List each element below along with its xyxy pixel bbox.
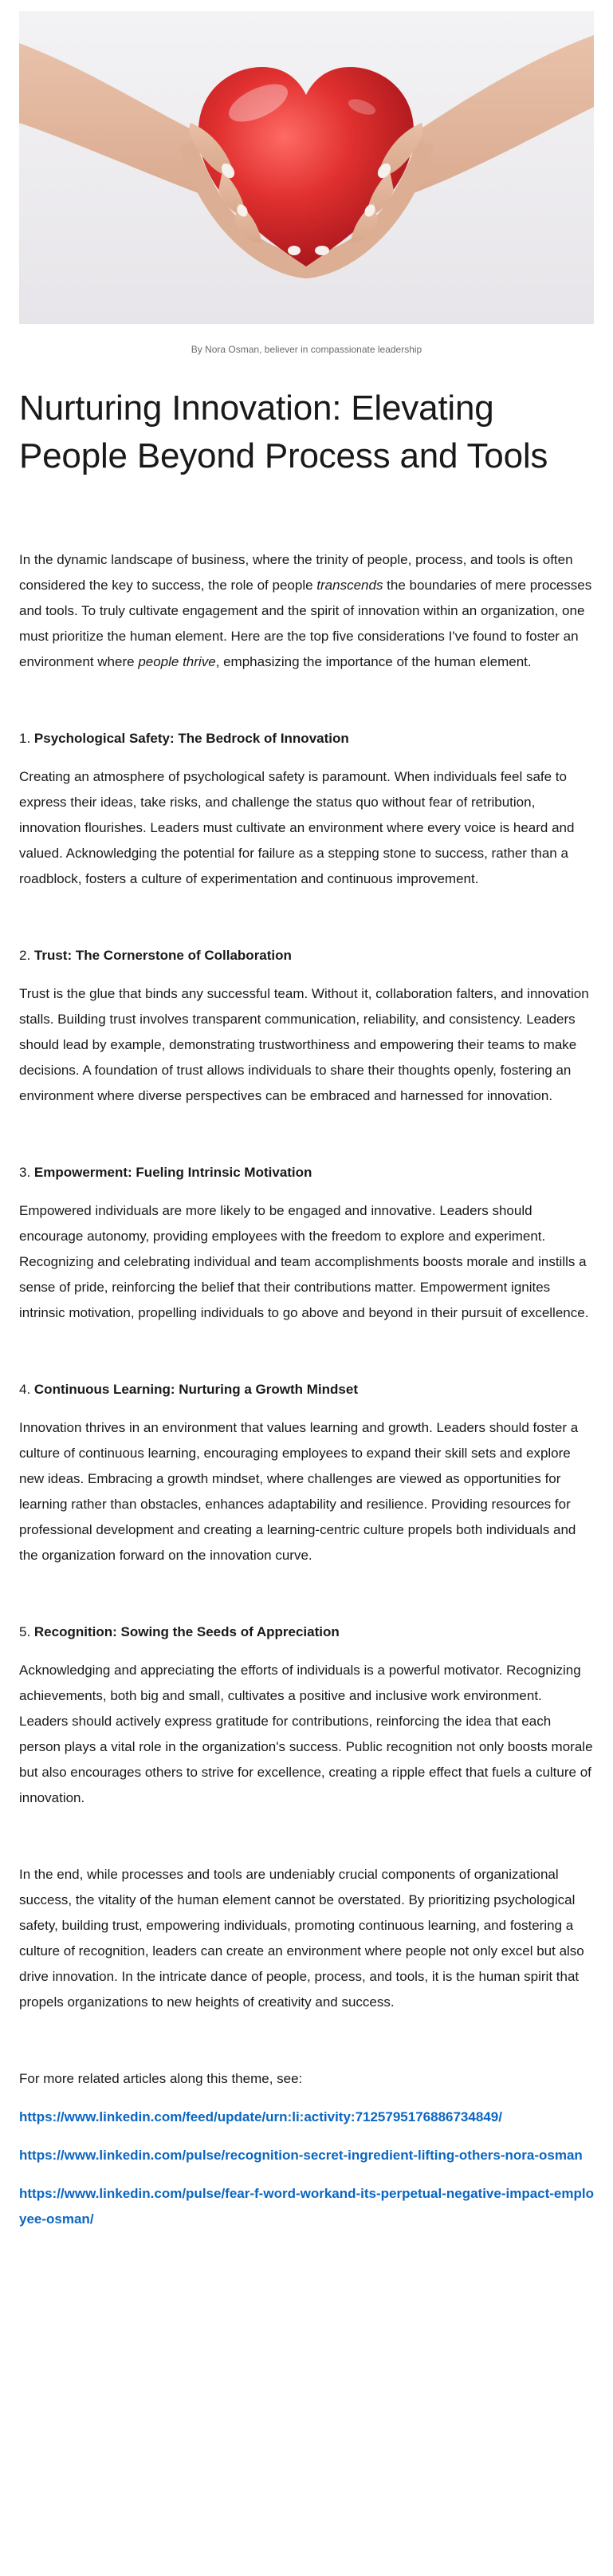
article (19, 0, 594, 2232)
image-caption: By Nora Osman, believer in compassionate leadership (191, 344, 422, 355)
section-heading-3 (19, 1160, 594, 1185)
article-title: Nurturing Innovation: Elevating People Beyond Process and Tools (19, 389, 548, 475)
section-number: 2. (19, 948, 34, 963)
section-title: Trust: The Cornerstone of Collaboration (33, 948, 292, 963)
intro-text-1: In the dynamic landscape of business, where the trinity of people, process, and tools is often considered the key to success, the role of people (19, 552, 573, 593)
intro-emphasis-1: transcends (316, 578, 383, 593)
intro-emphasis-2: people thrive (138, 654, 216, 669)
section-number: 3. (19, 1165, 34, 1180)
intro-text-2: the boundaries of mere processes and tools. To truly cultivate engagement and the spirit of innovation within an organization, one must prioritize the human element. Here are the top five considerations I've found to foster an environment where (19, 578, 592, 669)
conclusion-paragraph: In the end, while processes and tools are undeniably crucial components of organizational success, the vitality of the human element cannot be overstated. By prioritizing psychological safety, building trust, empowering individuals, promoting continuous learning, and fostering a culture of recognition, leaders can create an environment where people not only excel but also drive innovation. In the intricate dance of people, process, and tools, it is the human spirit that propels organizations to new heights of creativity and success. (19, 1867, 584, 2010)
section-body-5: Acknowledging and appreciating the efforts of individuals is a powerful motivator. Recognizing achievements, both big and small, cultivates a positive and inclusive work environment. Leaders should actively express gratitude for contributions, reinforcing the idea that each person plays a vital role in the organization's success. Public recognition not only boosts morale but also encourages others to strive for excellence, creating a ripple effect that fuels a culture of innovation. (19, 1663, 593, 1805)
section-heading-1 (19, 726, 594, 751)
section-heading-5 (19, 1619, 594, 1645)
section-number: 1. (19, 731, 34, 746)
heart-hands-illustration (19, 11, 594, 324)
hero-image (19, 11, 594, 324)
section-title: Continuous Learning: Nurturing a Growth Mindset (33, 1382, 358, 1397)
related-articles-intro: For more related articles along this theme, see: (19, 2071, 303, 2086)
intro-text-3: , emphasizing the importance of the human element. (215, 654, 532, 669)
intro-paragraph (19, 547, 594, 675)
related-link-item (19, 2105, 594, 2130)
section-body-3: Empowered individuals are more likely to be engaged and innovative. Leaders should encourage autonomy, providing employees with the freedom to explore and experiment. Recognizing and celebrating individual and team accomplishments boosts morale and instills a sense of pride, reinforcing the belief that their contributions matter. Empowerment ignites intrinsic motivation, propelling individuals to go above and beyond in their pursuit of excellence. (19, 1203, 589, 1320)
related-link-2[interactable]: https://www.linkedin.com/pulse/recognition-secret-ingredient-lifting-others-nora-osman (19, 2148, 583, 2163)
section-heading-4 (19, 1377, 594, 1402)
section-heading-2 (19, 943, 594, 968)
related-link-item (19, 2143, 594, 2168)
related-link-item (19, 2181, 594, 2232)
section-number: 4. (19, 1382, 34, 1397)
section-title: Psychological Safety: The Bedrock of Innovation (33, 731, 349, 746)
section-title: Empowerment: Fueling Intrinsic Motivation (33, 1165, 312, 1180)
section-body-2: Trust is the glue that binds any successful team. Without it, collaboration falters, and innovation stalls. Building trust involves transparent communication, reliability, and consistency. Leaders should lead by example, demonstrating trustworthiness and empowering their teams to make decisions. A foundation of trust allows individuals to share their thoughts openly, fostering an environment where diverse perspectives can be embraced and harnessed for innovation. (19, 986, 589, 1103)
section-body-4: Innovation thrives in an environment that values learning and growth. Leaders should foster a culture of continuous learning, encouraging employees to expand their skill sets and explore new ideas. Embracing a growth mindset, where challenges are viewed as opportunities for learning rather than obstacles, enhances adaptability and resilience. Providing resources for professional development and creating a learning-centric culture propels both individuals and the organization forward on the innovation curve. (19, 1420, 579, 1563)
related-link-1[interactable]: https://www.linkedin.com/feed/update/urn:li:activity:7125795176886734849/ (19, 2109, 502, 2124)
section-number: 5. (19, 1624, 34, 1639)
section-body-1: Creating an atmosphere of psychological safety is paramount. When individuals feel safe to express their ideas, take risks, and challenge the status quo without fear of retribution, innovation flourishes. Leaders must cultivate an environment where every voice is heard and valued. Acknowledging the potential for failure as a stepping stone to success, rather than a roadblock, fosters a culture of experimentation and continuous improvement. (19, 769, 575, 886)
related-link-3[interactable]: https://www.linkedin.com/pulse/fear-f-word-workand-its-perpetual-negative-impact-employee-osman/ (19, 2186, 594, 2227)
section-title: Recognition: Sowing the Seeds of Appreciation (33, 1624, 340, 1639)
